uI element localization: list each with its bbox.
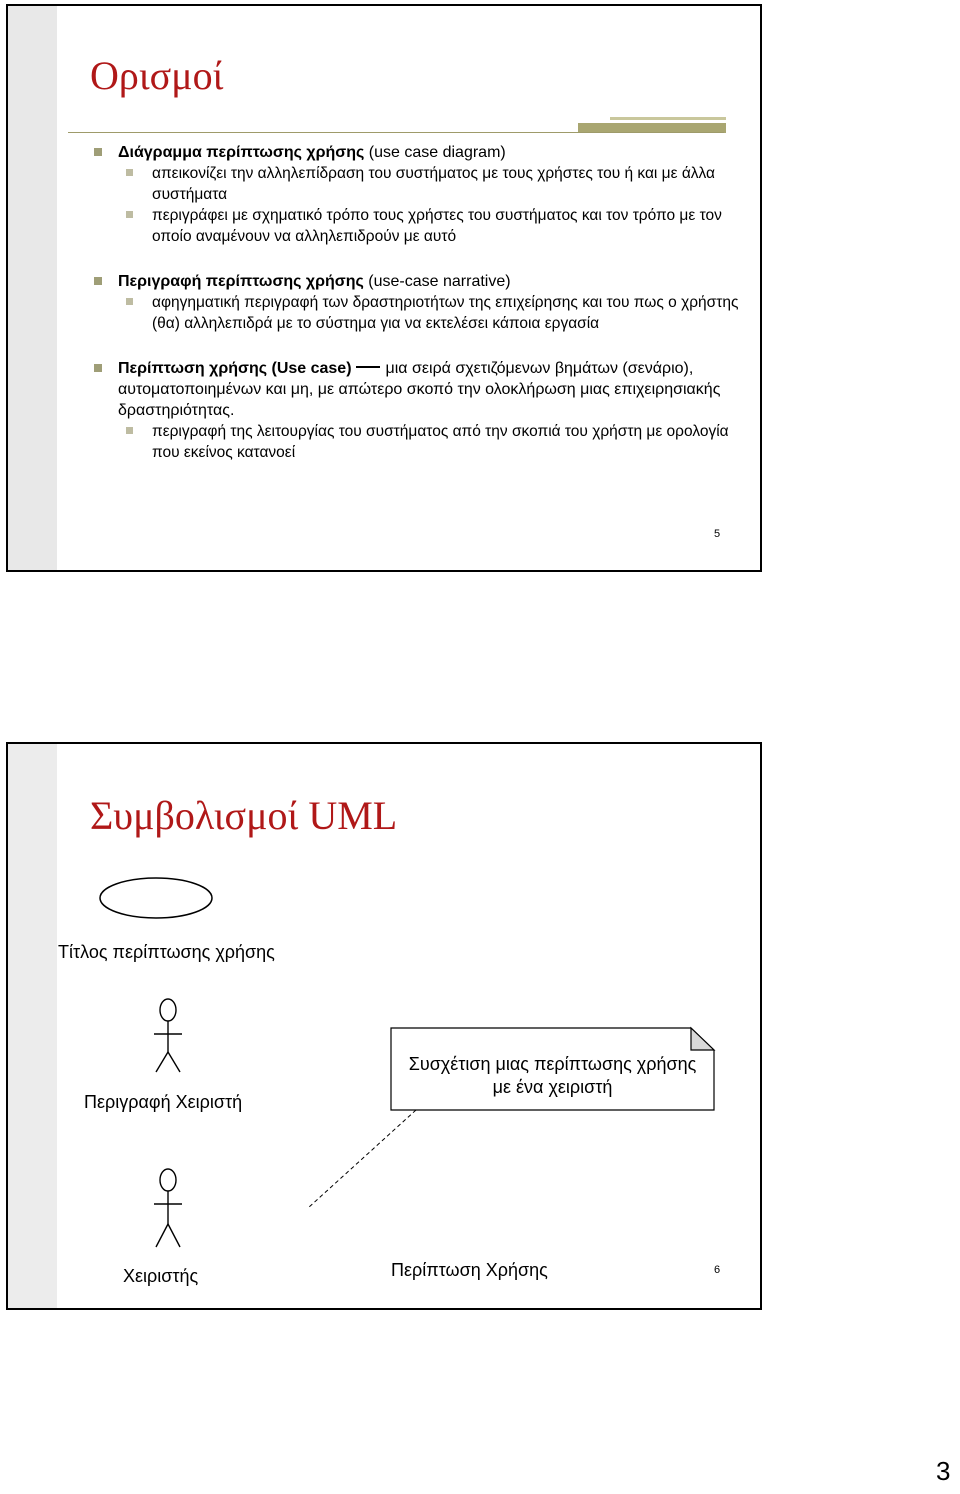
uml-symbols-diagram bbox=[8, 744, 760, 1308]
actor-stick-figure-icon bbox=[154, 999, 182, 1072]
use-case-ellipse-icon bbox=[100, 878, 212, 918]
document-page-number: 3 bbox=[936, 1456, 951, 1486]
slide-uml-notation bbox=[6, 742, 762, 1310]
bullet-item bbox=[92, 358, 742, 421]
sub-bullet-text: περιγραφή της λειτουργίας του συστήματος από την σκοπιά του χρήστη με ορολογία που εκείνος κατανοεί bbox=[152, 423, 729, 461]
slide-definitions bbox=[6, 4, 762, 572]
slide-title: Ορισμοί bbox=[90, 53, 224, 98]
term-use-case: Περίπτωση χρήσης (Use case) bbox=[118, 360, 352, 377]
note-text-line2: με ένα χειριστή bbox=[492, 1077, 613, 1097]
sub-bullet-item bbox=[92, 421, 742, 463]
square-bullet-icon bbox=[94, 364, 102, 372]
note-text-line1: Συσχέτιση μιας περίπτωσης χρήσης bbox=[408, 1054, 697, 1074]
use-case-title-label: Τίτλος περίπτωσης χρήσης bbox=[58, 942, 275, 962]
sub-bullet-text: αφηγηματική περιγραφή των δραστηριοτήτων της επιχείρησης και του πως ο χρήστης (θα) αλληλεπιδρά με το σύστημα για να εκτελέσει κάποια εργασία bbox=[152, 294, 739, 332]
actor-label: Χειριστής bbox=[123, 1266, 199, 1286]
slide-title: Συμβολισμοί UML bbox=[90, 793, 398, 838]
slide-page-number: 6 bbox=[714, 1264, 721, 1276]
dash-separator bbox=[356, 366, 380, 368]
square-bullet-icon bbox=[126, 298, 133, 305]
square-bullet-icon bbox=[126, 169, 133, 176]
sub-bullet-text: περιγράφει με σχηματικό τρόπο τους χρήστες του συστήματος και τον τρόπο με τον οποίο αναμένουν να αλληλεπιδρούν με αυτό bbox=[152, 207, 722, 245]
bullet-item bbox=[92, 142, 742, 163]
term-definition: μια σειρά σχετιζόμενων βημάτων (σενάριο), αυτοματοποιημένων και μη, με απώτερο σκοπό την ολοκλήρωση μιας επιχειρησιακής δραστηριότητας. bbox=[118, 360, 721, 419]
sub-bullet-text: απεικονίζει την αλληλεπίδραση του συστήματος με τους χρήστες του ή και με άλλα συστήματα bbox=[152, 165, 716, 203]
slide-page-number: 5 bbox=[714, 528, 721, 540]
actor-description-label: Περιγραφή Χειριστή bbox=[84, 1092, 243, 1112]
term-use-case-narrative: Περιγραφή περίπτωσης χρήσης bbox=[118, 273, 364, 290]
square-bullet-icon bbox=[94, 277, 102, 285]
association-dashed-line bbox=[308, 1110, 416, 1208]
square-bullet-icon bbox=[94, 148, 102, 156]
slide-content bbox=[92, 142, 742, 463]
sub-bullet-item bbox=[92, 205, 742, 247]
square-bullet-icon bbox=[126, 427, 133, 434]
title-decoration bbox=[610, 117, 726, 120]
sub-bullet-item bbox=[92, 292, 742, 334]
use-case-label: Περίπτωση Χρήσης bbox=[391, 1260, 548, 1280]
term-use-case-diagram: Διάγραμμα περίπτωσης χρήσης bbox=[118, 144, 365, 161]
term-english: (use case diagram) bbox=[364, 144, 506, 161]
slide-side-bar bbox=[8, 6, 57, 570]
title-rule bbox=[68, 132, 724, 133]
term-english: (use-case narrative) bbox=[363, 273, 511, 290]
square-bullet-icon bbox=[126, 211, 133, 218]
sub-bullet-item bbox=[92, 163, 742, 205]
actor-stick-figure-icon bbox=[154, 1169, 182, 1247]
bullet-item bbox=[92, 271, 742, 292]
